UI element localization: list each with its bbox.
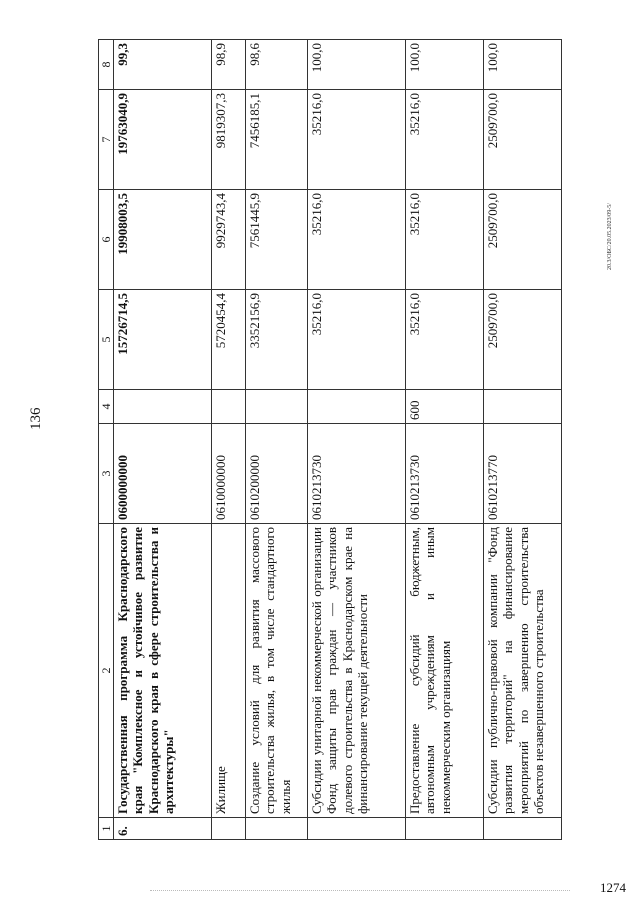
table-row <box>212 40 246 840</box>
row-value-6: 7561445,9 <box>246 190 308 290</box>
row-number <box>484 818 562 840</box>
row-number <box>406 818 484 840</box>
row-code: 0610213730 <box>308 424 406 524</box>
row-value-8: 98,9 <box>212 40 246 90</box>
row-name: Создание условий для развития массового строительства жилья, в том числе стандартного жилья <box>246 524 308 818</box>
row-value-5: 2509700,0 <box>484 290 562 390</box>
page-number: 136 <box>28 407 44 430</box>
row-value-8: 100,0 <box>406 40 484 90</box>
row-type <box>246 390 308 424</box>
header-cell: 2 <box>99 524 114 818</box>
row-value-8: 100,0 <box>308 40 406 90</box>
row-name: Предоставление субсидий бюджетным, автономным учреждениям и иным некоммерческим организациям <box>406 524 484 818</box>
row-value-6: 19908003,5 <box>114 190 212 290</box>
row-name: Субсидии унитарной некоммерческой организации Фонд защиты прав граждан — участников долевого строительства в Краснодарском крае на финансирование текущей деятельности <box>308 524 406 818</box>
header-cell: 8 <box>99 40 114 90</box>
table-row <box>308 40 406 840</box>
row-number <box>212 818 246 840</box>
row-code: 0610200000 <box>246 424 308 524</box>
row-code: 0610000000 <box>212 424 246 524</box>
row-value-5: 3352156,9 <box>246 290 308 390</box>
row-name: Жилище <box>212 524 246 818</box>
table-row <box>246 40 308 840</box>
header-cell: 3 <box>99 424 114 524</box>
row-name: Государственная программа Краснодарского края "Комплексное и устойчивое развитие Краснодарского края в сфере строительства и архитектуры" <box>114 524 212 818</box>
row-value-6: 2509700,0 <box>484 190 562 290</box>
row-value-5: 15726714,5 <box>114 290 212 390</box>
row-value-5: 35216,0 <box>308 290 406 390</box>
row-code: 0610213730 <box>406 424 484 524</box>
row-number <box>246 818 308 840</box>
row-type <box>114 390 212 424</box>
row-type <box>484 390 562 424</box>
header-cell: 5 <box>99 290 114 390</box>
row-value-8: 98,6 <box>246 40 308 90</box>
row-code: 0600000000 <box>114 424 212 524</box>
row-value-7: 19763040,9 <box>114 90 212 190</box>
table-row <box>406 40 484 840</box>
row-value-5: 35216,0 <box>406 290 484 390</box>
budget-table-container <box>98 40 547 840</box>
row-value-7: 9819307,3 <box>212 90 246 190</box>
row-value-8: 99,3 <box>114 40 212 90</box>
row-value-7: 35216,0 <box>406 90 484 190</box>
row-value-7: 7456185,1 <box>246 90 308 190</box>
row-type <box>212 390 246 424</box>
row-code: 0610213770 <box>484 424 562 524</box>
row-value-6: 35216,0 <box>406 190 484 290</box>
budget-table <box>98 39 562 840</box>
row-value-7: 2509700,0 <box>484 90 562 190</box>
row-number: 6. <box>114 818 212 840</box>
row-type: 600 <box>406 390 484 424</box>
header-cell: 1 <box>99 818 114 840</box>
header-cell: 6 <box>99 190 114 290</box>
sheet-number: 1274 <box>600 880 626 895</box>
footer-dotted-line <box>150 890 570 891</box>
header-cell: 7 <box>99 90 114 190</box>
row-value-6: 35216,0 <box>308 190 406 290</box>
row-value-7: 35216,0 <box>308 90 406 190</box>
table-row <box>114 40 212 840</box>
row-value-5: 5720454,4 <box>212 290 246 390</box>
row-number <box>308 818 406 840</box>
row-name: Субсидии публично-правовой компании "Фонд развития территорий" на финансирование мероприятий по завершению строительства объектов незавершенного строительства <box>484 524 562 818</box>
table-header-row <box>99 40 114 840</box>
document-stamp: 20.3/ОБС/20.05.2023/09-5/ <box>607 203 613 270</box>
row-value-8: 100,0 <box>484 40 562 90</box>
table-row <box>484 40 562 840</box>
row-type <box>308 390 406 424</box>
row-value-6: 9929743,4 <box>212 190 246 290</box>
header-cell: 4 <box>99 390 114 424</box>
